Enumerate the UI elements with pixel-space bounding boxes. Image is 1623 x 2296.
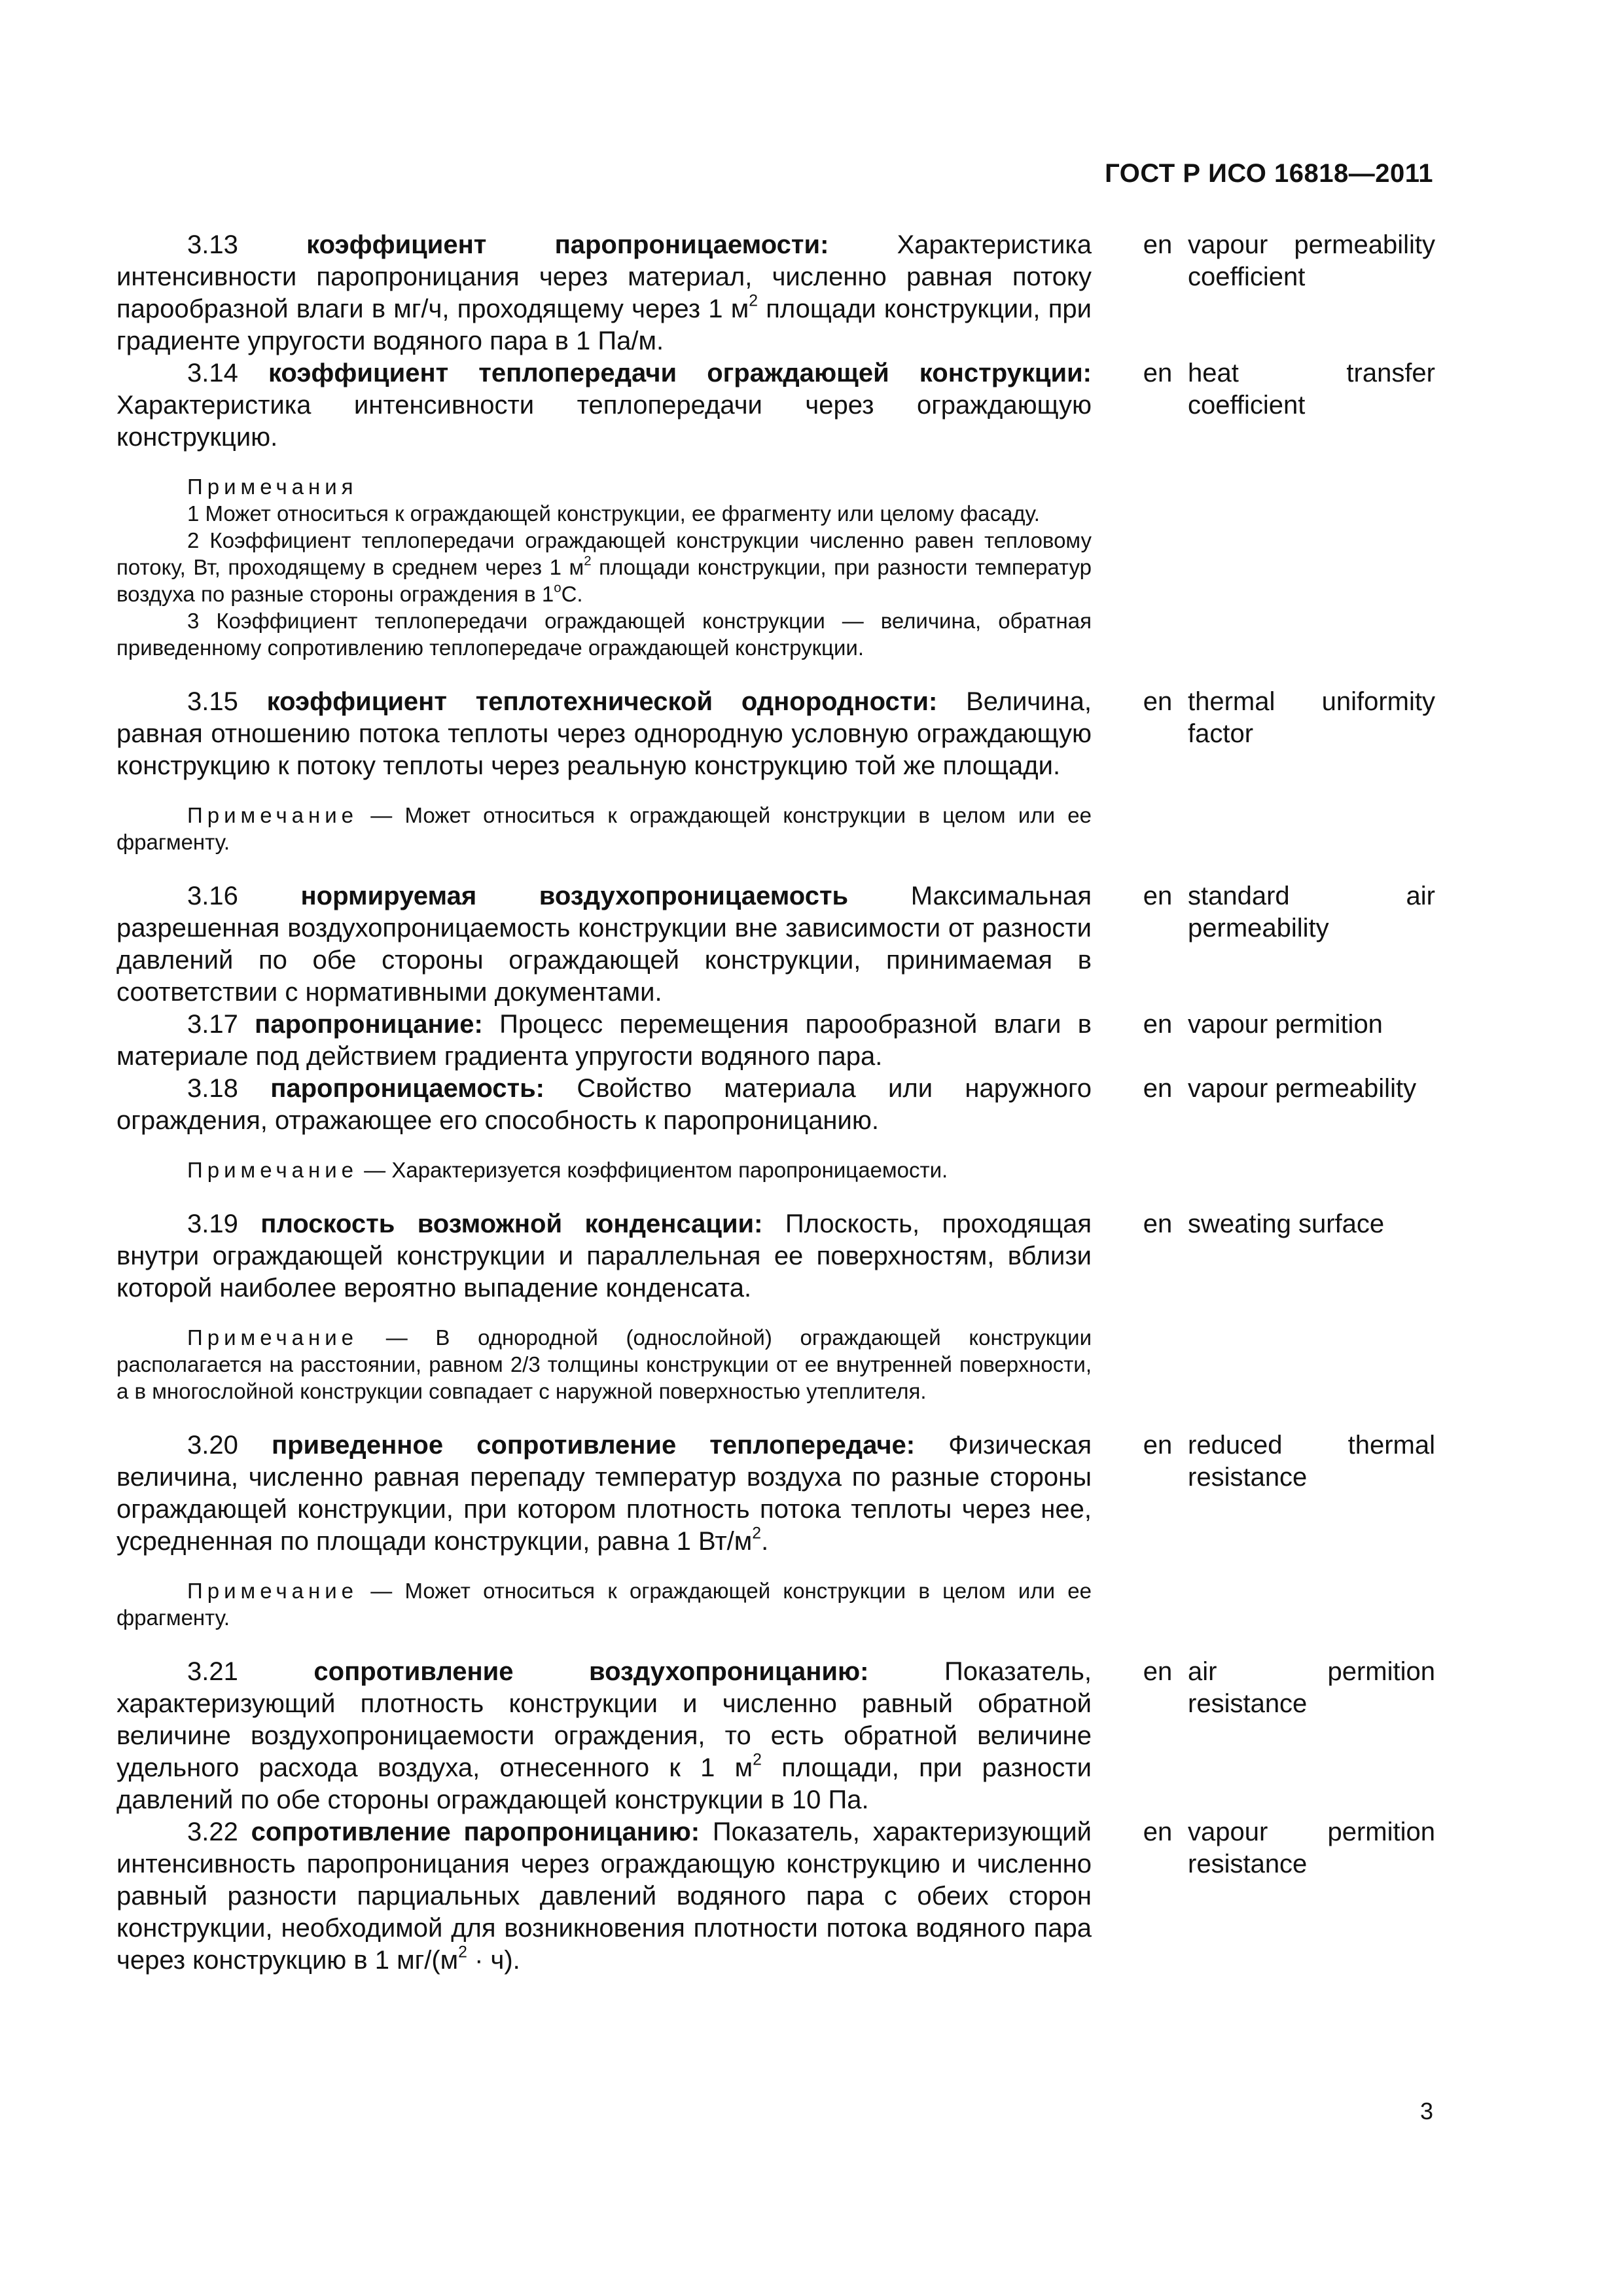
language-code: en <box>1143 1431 1173 1460</box>
term-definition <box>116 880 1092 1009</box>
note-block-3-19 <box>116 1324 1092 1405</box>
term-definition <box>116 1073 1092 1137</box>
english-equivalent: sweating surface <box>1188 1210 1385 1238</box>
english-equivalent: heat transfer coefficient <box>1188 359 1435 420</box>
language-code: en <box>1143 230 1173 259</box>
term-3-14 <box>116 357 1435 454</box>
term-definition <box>116 1429 1092 1558</box>
term-definition <box>116 686 1092 782</box>
note-text: 2 Коэффициент теплопередачи ограждающей конструкции численно равен тепловому потоку, Вт, проходящему в среднем через 1 м <box>116 528 1092 579</box>
degree-superscript: о <box>554 580 562 596</box>
term-3-18 <box>116 1073 1435 1137</box>
note-text: С. <box>561 582 583 606</box>
term-number: 3.20 <box>187 1431 238 1460</box>
term-number: 3.13 <box>187 230 238 259</box>
term-body: Максимальная разрешенная воздухопроницаемость конструкции вне зависимости от разности давлений по обе стороны ограждающей конструкции, принимаемая в соответствии с нормативными документами. <box>116 882 1092 1007</box>
term-name: паропроницание: <box>255 1010 483 1039</box>
english-equivalent: vapour permeability coefficient <box>1188 230 1435 291</box>
term-name: коэффициент теплопередачи ограждающей конструкции: <box>268 359 1092 387</box>
language-code: en <box>1143 1210 1173 1238</box>
term-number: 3.21 <box>187 1657 238 1686</box>
language-code: en <box>1143 882 1173 910</box>
term-definition <box>116 1208 1092 1304</box>
term-name: нормируемая воздухопроницаемость <box>300 882 849 910</box>
note-block-3-18 <box>116 1157 1092 1183</box>
term-3-19 <box>116 1208 1435 1304</box>
term-3-13 <box>116 229 1435 357</box>
english-equivalent: vapour permition resistance <box>1188 1818 1435 1878</box>
term-number: 3.18 <box>187 1074 238 1103</box>
note-item: 1 Может относиться к ограждающей конструкции, ее фрагменту или целому фасаду. <box>187 501 1040 526</box>
term-body: Характеристика интенсивности паропроницания через материал, численно равная потоку парообразной влаги в мг/ч, проходящему через 1 м <box>116 230 1092 323</box>
term-body: Характеристика интенсивности теплопередачи через ограждающую конструкцию. <box>116 391 1092 452</box>
term-body: Плоскость, проходящая внутри ограждающей конструкции и параллельная ее поверхностям, вблизи которой наиболее вероятно выпадение конденсата. <box>116 1210 1092 1302</box>
english-equivalent: air permition resistance <box>1188 1657 1435 1718</box>
language-code: en <box>1143 359 1173 387</box>
note-text: — Может относиться к ограждающей конструкции в целом или ее фрагменту. <box>116 1579 1092 1630</box>
superscript: 2 <box>584 553 592 569</box>
note-item <box>116 802 1092 855</box>
term-3-16 <box>116 880 1435 1009</box>
term-name: приведенное сопротивление теплопередаче: <box>271 1431 916 1460</box>
term-body-continued: площади конструкции, при градиенте упругости водяного пара в 1 Па/м. <box>116 295 1092 355</box>
english-equivalent: standard air permeability <box>1188 882 1435 942</box>
language-code: en <box>1143 1074 1173 1103</box>
note-heading: Примечание <box>187 1158 359 1182</box>
term-number: 3.22 <box>187 1818 238 1846</box>
term-3-20 <box>116 1429 1435 1558</box>
superscript: 2 <box>749 292 758 310</box>
language-code: en <box>1143 1818 1173 1846</box>
term-definition <box>116 1816 1092 1977</box>
document-code-header: ГОСТ Р ИСО 16818—2011 <box>1105 159 1433 188</box>
term-body-continued: · ч). <box>467 1946 520 1975</box>
term-body-continued: . <box>761 1527 769 1556</box>
superscript: 2 <box>458 1943 467 1962</box>
term-name: паропроницаемость: <box>270 1074 544 1103</box>
term-body: Показатель, характеризующий интенсивность паропроницания через ограждающую конструкцию и численно равный разности парциальных давлений водяного пара с обеих сторон конструкции, необходимой для возникновения плотности потока водяного пара через конструкцию в 1 мг/(м <box>116 1818 1092 1975</box>
term-3-17 <box>116 1009 1435 1073</box>
language-code: en <box>1143 1010 1173 1039</box>
note-block-3-14 <box>116 473 1092 661</box>
term-name: плоскость возможной конденсации: <box>260 1210 763 1238</box>
term-number: 3.17 <box>187 1010 238 1039</box>
terms-list <box>116 229 1435 1977</box>
term-body: Показатель, характеризующий плотность конструкции и численно равный обратной величине воздухопроницаемости ограждения, то есть обратной величине удельного расхода воздуха, отнесенного к 1 м <box>116 1657 1092 1782</box>
note-item: 3 Коэффициент теплопередачи ограждающей конструкции — величина, обратная приведенному сопротивлению теплопередаче ограждающей конструкции. <box>116 609 1092 660</box>
note-heading: Примечание <box>187 1579 359 1603</box>
term-number: 3.16 <box>187 882 238 910</box>
term-number: 3.15 <box>187 687 238 716</box>
term-name: коэффициент теплотехнической однородности: <box>266 687 938 716</box>
term-definition <box>116 1656 1092 1816</box>
note-text: — В однородной (однослойной) ограждающей конструкции располагается на расстоянии, равном 2/3 толщины конструкции от ее внутренней поверхности, а в многослойной конструкции совпадает с наружной поверхностью утеплителя. <box>116 1325 1092 1403</box>
language-code: en <box>1143 1657 1173 1686</box>
term-body: Величина, равная отношению потока теплоты через однородную условную ограждающую конструкцию к потоку теплоты через реальную конструкцию той же площади. <box>116 687 1092 780</box>
term-body: Физическая величина, численно равная перепаду температур воздуха по разные стороны ограждающей конструкции, при котором плотность потока теплоты через нее, усредненная по площади конструкции, равна 1 Вт/м <box>116 1431 1092 1556</box>
note-block-3-15 <box>116 802 1092 855</box>
note-item <box>116 1577 1092 1631</box>
english-equivalent: vapour permeability <box>1188 1074 1417 1103</box>
note-heading: Примечание <box>187 1325 359 1350</box>
english-equivalent: vapour permition <box>1188 1010 1383 1039</box>
term-name: сопротивление паропроницанию: <box>251 1818 700 1846</box>
term-name: сопротивление воздухопроницанию: <box>313 1657 869 1686</box>
term-definition <box>116 1009 1092 1073</box>
term-3-21 <box>116 1656 1435 1816</box>
superscript: 2 <box>752 1524 762 1543</box>
english-equivalent: thermal uniformity factor <box>1188 687 1435 748</box>
note-block-3-20 <box>116 1577 1092 1631</box>
note-item <box>116 527 1092 607</box>
note-text: — Может относиться к ограждающей конструкции в целом или ее фрагменту. <box>116 803 1092 854</box>
page-number: 3 <box>1419 2098 1433 2125</box>
term-name: коэффициент паропроницаемости: <box>306 230 829 259</box>
note-heading: Примечание <box>187 803 359 827</box>
note-item <box>116 1157 1092 1183</box>
term-number: 3.19 <box>187 1210 238 1238</box>
language-code: en <box>1143 687 1173 716</box>
term-3-22 <box>116 1816 1435 1977</box>
term-body: Свойство материала или наружного ограждения, отражающее его способность к паропроницанию. <box>116 1074 1092 1135</box>
term-body: Процесс перемещения парообразной влаги в материале под действием градиента упругости водяного пара. <box>116 1010 1092 1071</box>
term-body-continued: площади, при разности давлений по обе стороны ограждающей конструкции в 10 Па. <box>116 1753 1092 1814</box>
term-number: 3.14 <box>187 359 238 387</box>
term-definition <box>116 229 1092 357</box>
term-definition <box>116 357 1092 454</box>
note-text: площади конструкции, при разности температур воздуха по разные стороны ограждения в 1 <box>116 555 1092 606</box>
note-item <box>116 1324 1092 1405</box>
english-equivalent: reduced thermal resistance <box>1188 1431 1435 1492</box>
note-heading: Примечания <box>187 475 358 499</box>
superscript: 2 <box>753 1751 762 1769</box>
term-3-15 <box>116 686 1435 782</box>
note-text: — Характеризуется коэффициентом паропроницаемости. <box>358 1158 948 1182</box>
